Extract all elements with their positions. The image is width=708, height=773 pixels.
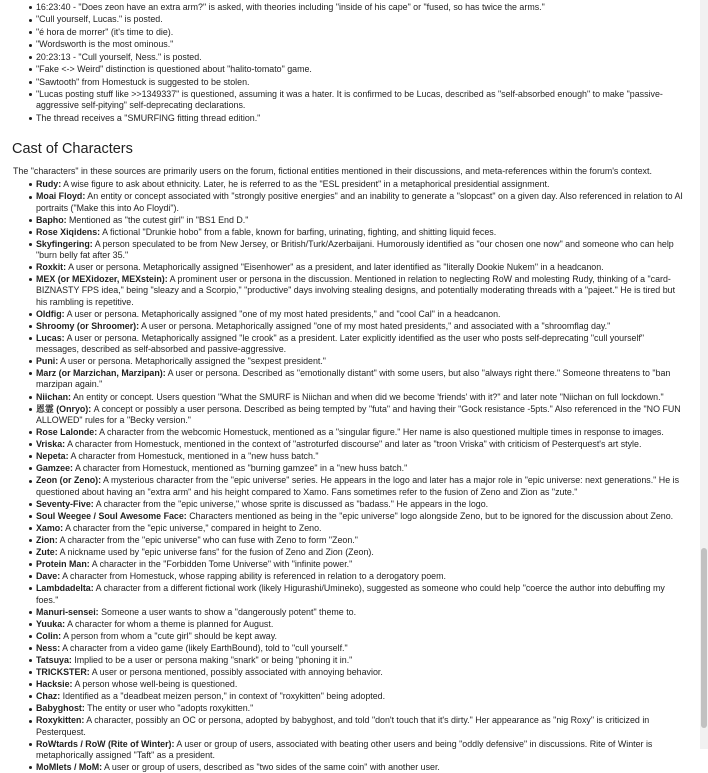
cast-item-name: Oldfig:: [36, 308, 65, 319]
cast-item-description: A character from the "epic universe" who can fuse with Zeno to form "Zeon.": [57, 534, 358, 545]
cast-item: [0, 321, 700, 332]
cast-item: [0, 511, 700, 522]
event-list: [0, 0, 700, 124]
cast-item-description: A fictional "Drunkie hobo" from a fable, known for barfing, urinating, fighting, and shitting liquid feces.: [100, 226, 497, 237]
cast-item-description: A character in the "Forbidden Tome Universe" with "infinite power.": [89, 559, 353, 570]
cast-item: [0, 571, 700, 582]
section-heading: Cast of Characters: [12, 141, 133, 158]
cast-item: [0, 619, 700, 630]
cast-item-name: Manuri-sensei:: [36, 606, 99, 617]
cast-item-name: Soul Weegee / Soul Awesome Face:: [36, 510, 187, 521]
cast-item: [0, 703, 700, 714]
cast-item: [0, 739, 700, 761]
cast-item-description: Implied to be a user or persona making "snark" or being "phoning it in.": [71, 654, 353, 665]
cast-item-name: Chaz:: [36, 691, 61, 702]
cast-item: [0, 667, 700, 678]
cast-item-name: Dave:: [36, 571, 61, 582]
cast-item: [0, 262, 700, 273]
cast-item-name: Seventy-Five:: [36, 498, 94, 509]
cast-item-name: Gamzee:: [36, 463, 73, 474]
cast-item-description: A user or group of users, described as "two sides of the same coin" with another user.: [102, 762, 440, 773]
cast-item-name: Ness:: [36, 642, 61, 653]
cast-item-description: Characters mentioned as being in the "epic universe" logo alongside Zeno, but to be ignored for the discussion about Zeno.: [186, 510, 674, 521]
cast-item-description: An entity or concept. Users question "What the SMURF is Niichan and when did we become 'friends' with it?" and later note "Niichan on full lockdown.": [71, 391, 664, 402]
cast-item-description: A person whose well-being is questioned.: [72, 679, 238, 690]
cast-item: [0, 239, 700, 261]
scrollbar-thumb[interactable]: [701, 548, 707, 728]
cast-item: [0, 559, 700, 570]
cast-item-name: Yuuka:: [36, 618, 66, 629]
cast-item-description: A character from a video game (likely EarthBound), told to "cull yourself.": [60, 642, 348, 653]
cast-item-name: Shroomy (or Shroomer):: [36, 320, 140, 331]
cast-item-description: A concept or possibly a user persona. Described as being tempted by "futa" and having their "Gock resistance -5pts." Also referenced in the "NO FUN ALLOWED" rules for a "Becky version.": [36, 403, 681, 425]
list-item: 16:23:40 - "Does zeon have an extra arm?" is asked, with theories including "inside of his cape" or "fused, so has twice the arms.": [0, 2, 700, 13]
list-item: "Fake <-> Weird" distinction is questioned about "halito-tomato" game.: [0, 64, 700, 75]
cast-item-name: Zute:: [36, 547, 58, 558]
cast-item-name: Lambdadelta:: [36, 583, 94, 594]
cast-item-description: A user or persona. Metaphorically assigned the "sexpest president.": [58, 356, 326, 367]
cast-item: [0, 499, 700, 510]
cast-item: [0, 607, 700, 618]
cast-item-description: A user or persona. Described as "emotionally distant" with some users, but also "always right there." Someone threatens to "ban marzipan again.": [36, 368, 671, 390]
cast-item-description: Someone a user wants to show a "dangerously potent" theme to.: [98, 606, 357, 617]
cast-item-description: A character, possibly an OC or persona, adopted by babyghost, and told "don't touch that it's dirty." Her appearance as "nig Roxy" is criticized in Pesterquest.: [36, 715, 650, 737]
cast-item: [0, 215, 700, 226]
cast-item: [0, 691, 700, 702]
cast-item-name: MoMlets / MoM:: [36, 762, 103, 773]
cast-item-name: MEX (or MEXidozer, MEXstein):: [36, 274, 168, 285]
cast-item-description: A person speculated to be from New Jersey, or British/Turk/Azerbaijani. Humorously identified as "our chosen one now" and someone who can help "burn belly fat after 35.": [36, 238, 674, 261]
cast-item: [0, 427, 700, 438]
cast-item-name: Colin:: [36, 630, 62, 641]
cast-item-name: Marz (or Marzichan, Marzipan):: [36, 368, 166, 379]
cast-item: [0, 179, 700, 190]
cast-item: [0, 631, 700, 642]
cast-item-name: Bapho:: [36, 214, 67, 225]
cast-item-name: Puni:: [36, 356, 59, 367]
cast-item-description: A user or persona. Metaphorically assigned "one of my most hated presidents," and "cool Cal" in a headcanon.: [64, 308, 501, 319]
cast-item-description: A nickname used by "epic universe fans" for the fusion of Zeno and Zion (Zeon).: [57, 547, 374, 558]
cast-item: [0, 451, 700, 462]
cast-item-description: Identified as a "deadbeat meizen person," in context of "roxykitten" being adopted.: [60, 691, 386, 702]
list-item: "Lucas posting stuff like >>1349337" is questioned, assuming it was a hater. It is confirmed to be Lucas, described as "self-absorbed enough" to make "passive-aggressive self-pitying" self-deprecating declarations.: [0, 89, 700, 111]
cast-item-description: A user or persona. Metaphorically assigned "Eisenhower" as a president, and later identified as "literally Dookie Nukem" in a headcanon.: [66, 262, 604, 273]
cast-item-description: An entity or concept associated with "strongly positive energies" and an inability to generate a "slopcast" on a given day. Also referenced in relation to AI portraits ("Make this into Ao Floydi").: [36, 191, 683, 213]
list-item: 20:23:13 - "Cull yourself, Ness." is posted.: [0, 52, 700, 63]
cast-item-name: Zion:: [36, 534, 58, 545]
cast-item-description: A user or persona. Metaphorically assigned "le crook" as a president. Later explicitly identified as the user who posts self-deprecating "cull yourself" messages, described as self-absorbed and passive-aggressive.: [36, 332, 645, 355]
cast-item-description: The entity or user who "adopts roxykitten.": [84, 703, 254, 714]
cast-item-name: Nepeta:: [36, 451, 69, 462]
cast-item-description: A user or persona. Metaphorically assigned "one of my most hated presidents," and associated with a "shroomflag day.": [139, 320, 611, 331]
cast-item: [0, 475, 700, 497]
cast-item-description: A character from Homestuck, mentioned in the context of "astroturfed discourse" and later as "troon Vriska" with criticism of Pesterquest's art style.: [65, 439, 642, 450]
cast-item-description: A character for whom a theme is planned for August.: [65, 618, 274, 629]
cast-item-name: Zeon (or Zeno):: [36, 475, 102, 486]
cast-item-description: A character from Homestuck, mentioned in a "new huss batch.": [68, 451, 319, 462]
cast-item: [0, 655, 700, 666]
cast-item-description: A character from Homestuck, mentioned as "burning gamzee" in a "new huss batch.": [73, 463, 408, 474]
cast-item: [0, 356, 700, 367]
list-item: "Cull yourself, Lucas." is posted.: [0, 14, 700, 25]
cast-item: [0, 762, 700, 773]
cast-item-description: A user or persona mentioned, possibly associated with annoying behavior.: [89, 667, 383, 678]
section-intro: The "characters" in these sources are primarily users on the forum, fictional entities mentioned in their discussions, and meta-references within the forum's context.: [13, 166, 652, 177]
cast-item-description: A wise figure to ask about ethnicity. Later, he is referred to as the "ESL president" in a metaphorical presidential assignment.: [61, 179, 550, 190]
cast-item-name: Rose Lalonde:: [36, 426, 98, 437]
cast-item: [0, 463, 700, 474]
cast-item-name: Rudy:: [36, 179, 62, 190]
cast-item-name: Lucas:: [36, 332, 65, 343]
cast-item-name: 恩霊 (Onryo):: [36, 403, 92, 414]
cast-item-name: Babyghost:: [36, 703, 85, 714]
cast-item-description: Mentioned as "the cutest girl" in "BS1 End D.": [66, 214, 249, 225]
cast-item: [0, 309, 700, 320]
cast-item-name: Roxykitten:: [36, 715, 85, 726]
list-item: The thread receives a "SMURFING fitting thread edition.": [0, 113, 700, 124]
cast-item-name: RoWtards / RoW (Rite of Winter):: [36, 738, 175, 749]
cast-item: [0, 715, 700, 737]
cast-item-name: Roxkit:: [36, 262, 67, 273]
cast-item: [0, 227, 700, 238]
cast-item: [0, 392, 700, 403]
cast-item-description: A person from whom a "cute girl" should be kept away.: [61, 630, 277, 641]
cast-item-name: Xamo:: [36, 522, 64, 533]
cast-item-name: Rose Xiqidens:: [36, 226, 101, 237]
cast-item-description: A mysterious character from the "epic universe" series. He appears in the logo and later has a major role in "epic universe: next generations." He is questioned about having an "extra arm" and his height compared to Xamo. Fans sometimes refer to the fusion of Zeno and Zion as "zute.": [36, 475, 680, 497]
cast-item: [0, 191, 700, 213]
cast-item-name: Hacksie:: [36, 679, 73, 690]
cast-item: [0, 535, 700, 546]
cast-item: [0, 643, 700, 654]
list-item: "é hora de morrer" (it's time to die).: [0, 27, 700, 38]
list-item: "Wordsworth is the most ominous.": [0, 39, 700, 50]
cast-item: [0, 679, 700, 690]
cast-item-description: A user or group of users, associated with beating other users and being "oddly defensive" in discussions. Rite of Winter is metaphorically assigned "Taft" as a president.: [36, 738, 653, 760]
cast-item-description: A character from Homestuck, whose rapping ability is referenced in relation to a derogatory poem.: [60, 571, 446, 582]
cast-item: [0, 368, 700, 390]
cast-item: [0, 583, 700, 605]
cast-item-description: A character from the "epic universe," whose sprite is discussed as "badass." He appears in the logo.: [93, 498, 489, 509]
cast-item-description: A character from the webcomic Homestuck, mentioned as a "singular figure." Her name is also questioned multiple times in response to images.: [97, 426, 664, 437]
cast-item-name: Vriska:: [36, 439, 66, 450]
cast-item: [0, 547, 700, 558]
cast-item-description: A character from a different fictional work (likely Higurashi/Umineko), suggested as someone who could help "coerce the author into debuffing my foes.": [36, 583, 665, 605]
list-item: "Sawtooth" from Homestuck is suggested to be stolen.: [0, 77, 700, 88]
cast-item: [0, 333, 700, 355]
cast-item: [0, 274, 700, 308]
cast-item-name: Protein Man:: [36, 559, 90, 570]
cast-item: [0, 404, 700, 426]
cast-list: [0, 179, 700, 773]
cast-item-name: Tatsuya:: [36, 654, 72, 665]
cast-item-name: TRICKSTER:: [36, 667, 90, 678]
vertical-scrollbar[interactable]: [700, 0, 708, 749]
cast-item: [0, 523, 700, 534]
cast-item-description: A prominent user or persona in the discussion. Mentioned in relation to neglecting RoW and molesting Rudy, thinking of a "card-BIZNASTY FPS idea," being "sleazy and a Scorpio," "productive" days involving stealing designs, and potentially moderating threads with a "pajeet." He is tired but his rambling is repetitive.: [36, 274, 676, 307]
cast-item-name: Skyfingering:: [36, 238, 93, 249]
cast-item-name: Moai Floyd:: [36, 191, 86, 202]
cast-item-name: Niichan:: [36, 391, 72, 402]
cast-item-description: A character from the "epic universe," compared in height to Zeno.: [63, 522, 322, 533]
cast-item: [0, 439, 700, 450]
